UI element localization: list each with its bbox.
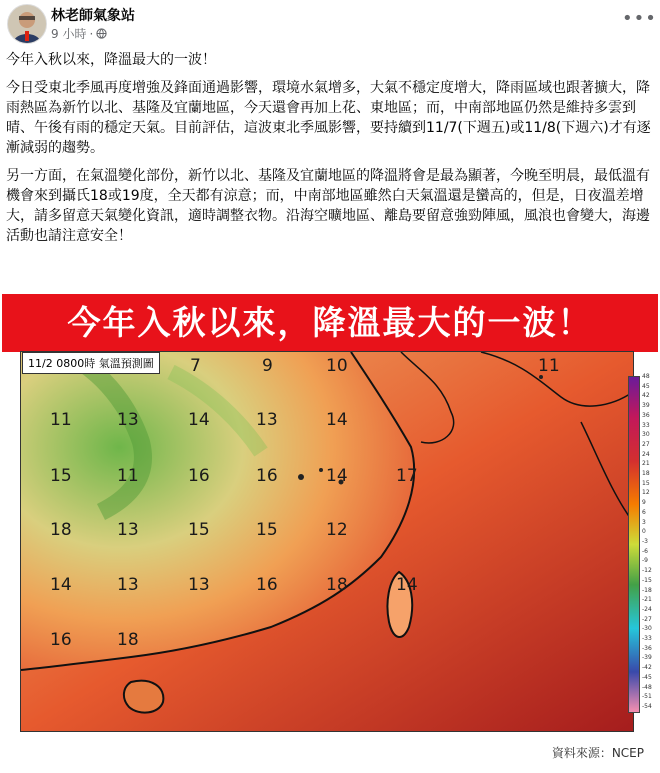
temp-label: 17 [396,466,418,486]
colorbar-tick: -54 [642,703,652,710]
temp-label: 14 [326,410,348,430]
temp-label: 15 [50,466,72,486]
post-text [6,50,654,254]
colorbar-tick: 30 [642,431,650,439]
temp-label: 13 [117,520,139,540]
colorbar-tick: 6 [642,508,646,516]
more-icon: ••• [622,8,657,29]
colorbar-tick: 48 [642,373,650,380]
colorbar-tick: -6 [642,547,648,555]
temp-label: 13 [117,410,139,430]
colorbar-tick: -48 [642,683,652,691]
post-paragraph: 另一方面，在氣溫變化部份，新竹以北、基隆及宜蘭地區的降溫將會是最為顯著，今晚至明晨，最低溫有機會來到攝氏18或19度，全天都有涼意；而，中南部地區雖然白天氣溫還是蠻高的，但是，日夜溫差增大，請多留意天氣變化資訊，適時調整衣物。沿海空曠地區、離島要留意強勁陣風，風浪也會變大，海邊活動也請注意安全！ [6,168,650,244]
temp-label: 10 [326,356,348,376]
colorbar-tick: -30 [642,625,652,633]
colorbar-tick: -39 [642,654,652,662]
temp-label: 11 [50,410,72,430]
post-meta [51,25,107,42]
colorbar-tick: -42 [642,664,652,672]
temp-label: 14 [50,575,72,595]
colorbar-tick: -51 [642,693,652,701]
colorbar-tick: -45 [642,673,652,681]
post-paragraph: 今年入秋以來，降溫最大的一波！ [6,52,216,68]
temp-label: 18 [117,630,139,650]
dot-separator: · [89,26,94,41]
colorbar-tick: 12 [642,489,650,497]
avatar[interactable] [7,4,47,44]
more-options-button[interactable] [622,8,657,34]
temp-label: 13 [256,410,278,430]
temp-label: 18 [326,575,348,595]
temp-label: 16 [188,466,210,486]
colorbar-tick: 27 [642,440,650,448]
colorbar-tick: 33 [642,421,650,429]
colorbar-tick: -36 [642,644,652,652]
colorbar-tick: 39 [642,402,650,410]
post-time[interactable]: 9 小時 [51,27,87,41]
data-source: 資料來源：NCEP [551,746,644,760]
temp-label: 11 [117,466,139,486]
colorbar-tick: 24 [642,450,650,458]
temp-label: 16 [256,575,278,595]
colorbar-tick: -21 [642,596,652,604]
temp-label: 11 [538,356,560,376]
colorbar-tick: -15 [642,576,652,584]
temp-label: 14 [326,466,348,486]
colorbar-tick: -24 [642,605,652,613]
map-title: 11/2 0800時 氣溫預測圖 [22,352,160,374]
colorbar-tick: 42 [642,392,650,400]
temp-label: 14 [396,575,418,595]
globe-icon [96,28,107,39]
temperature-colorbar [628,376,640,713]
colorbar-tick: -27 [642,615,652,623]
temp-label: 16 [50,630,72,650]
colorbar-tick: 36 [642,411,650,419]
colorbar-tick: -33 [642,635,652,643]
temp-label: 12 [326,520,348,540]
temp-label: 16 [256,466,278,486]
post-image[interactable] [0,290,660,773]
temp-label: 15 [256,520,278,540]
post-header [0,0,660,50]
temp-label: 18 [50,520,72,540]
temp-label: 13 [188,575,210,595]
temp-label: 14 [188,410,210,430]
post-paragraph: 今日受東北季風再度增強及鋒面通過影響，環境水氣增多，大氣不穩定度增大，降雨區域也跟著擴大，降雨熱區為新竹以北、基隆及宜蘭地區，今天還會再加上花、東地區；而，中南部地區仍然是維持多雲到晴、午後有雨的穩定天氣。目前評估，這波東北季風影響，要持續到11/7(下週五)或11/8(下週六)才有逐漸減弱的趨勢。 [6,80,651,156]
temp-label: 15 [188,520,210,540]
page-name[interactable]: 林老師氣象站 [51,8,135,24]
temperature-map [20,351,634,732]
colorbar-tick: -9 [642,557,648,565]
temp-label: 13 [117,575,139,595]
colorbar-tick: 9 [642,499,646,507]
colorbar-tick: -12 [642,567,652,575]
image-banner-title: 今年入秋以來，降溫最大的一波！ [2,294,658,352]
colorbar-tick: 0 [642,528,646,536]
colorbar-tick: 3 [642,518,646,526]
colorbar-tick: 21 [642,460,650,468]
temp-label: 7 [190,356,201,376]
colorbar-tick: 18 [642,470,650,478]
colorbar-tick: 15 [642,479,650,487]
colorbar-tick: -3 [642,538,648,545]
colorbar-tick: 45 [642,382,650,390]
colorbar-tick: -18 [642,586,652,594]
temp-label: 9 [262,356,273,376]
